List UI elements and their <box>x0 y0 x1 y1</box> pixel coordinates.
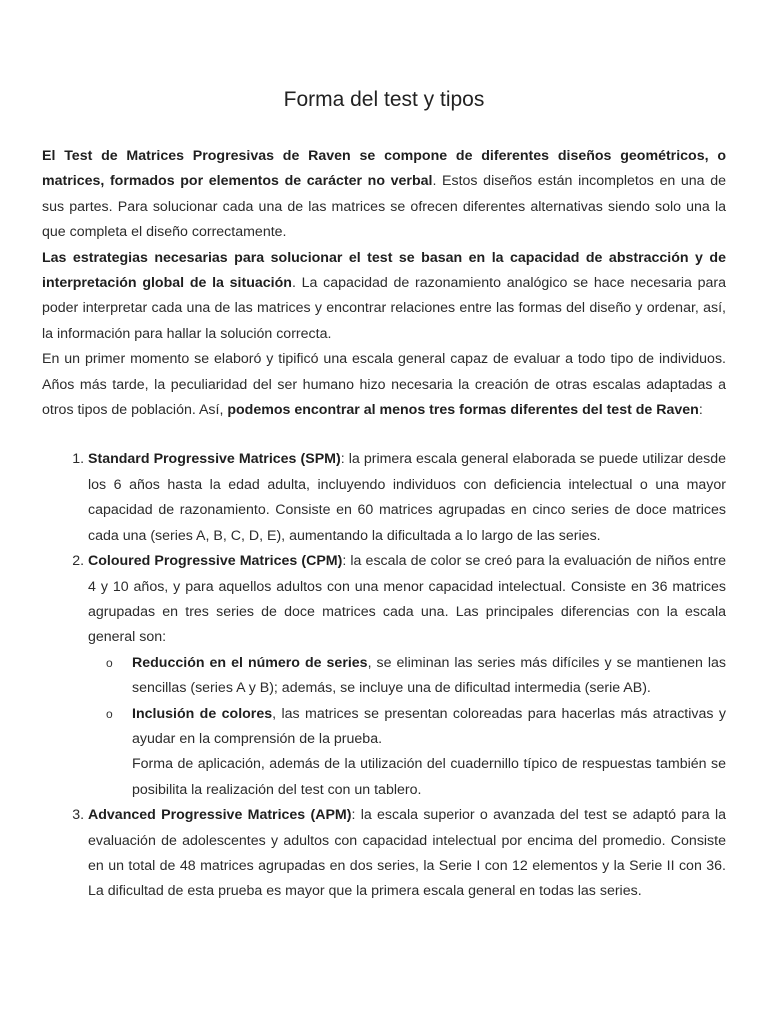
spm-title: Standard Progressive Matrices (SPM) <box>88 451 341 468</box>
sublist-item-colors <box>106 702 726 804</box>
intro-text: . Estos diseños están incompletos en una de sus partes. Para solucionar cada una de las matrices se ofrecen diferentes alternativas siendo solo una la que completa el diseño correctamente. <box>42 173 726 241</box>
circle-bullet-icon: o <box>106 655 113 670</box>
body-text <box>42 144 726 423</box>
list-item-apm <box>88 803 726 905</box>
apm-text: : la escala superior o avanzada del test se adaptó para la evaluación de adolescentes y adultos con capacidad intelectual por encima del promedio. Consiste en un total de 48 matrices agrupadas en dos series, la Serie I con 12 elementos y la Serie II con 36. La dificultad de esta prueba es mayor que la primera escala general en todas las series. <box>88 807 726 900</box>
colors-title: Inclusión de colores <box>132 705 273 722</box>
colors-text: , las matrices se presentan coloreadas para hacerlas más atractivas y ayudar en la comprensión de la prueba. <box>132 705 726 747</box>
paragraph-strategies <box>42 246 726 348</box>
apm-title: Advanced Progressive Matrices (APM) <box>88 807 352 824</box>
sublist-item-series <box>106 651 726 702</box>
paragraph-intro <box>42 144 726 246</box>
list-item-spm <box>88 447 726 549</box>
strategies-text: . La capacidad de razonamiento analógico se hace necesaria para poder interpretar cada una de las matrices y encontrar relaciones entre las formas del diseño y ordenar, así, la información para hallar la solución correcta. <box>42 275 726 342</box>
series-text: , se eliminan las series más difíciles y se mantienen las sencillas (series A y B); además, se incluye una de dificultad intermedia (serie AB). <box>132 654 726 697</box>
spm-text: : la primera escala general elaborada se puede utilizar desde los 6 años hasta la edad adulta, incluyendo individuos con deficiencia intelectual o una mayor capacidad de razonamiento. Consiste en 60 matrices agrupadas en cinco series de doce matrices cada una (series A, B, C, D, E), aumentando la dificultada a lo largo de las series. <box>88 451 727 544</box>
cpm-title: Coloured Progressive Matrices (CPM) <box>88 553 343 570</box>
strategies-bold-text: Las estrategias necesarias para solucionar el test se basan en la capacidad de abstracción y de interpretación global de la situación <box>42 249 726 292</box>
test-forms-list <box>42 447 726 904</box>
application-text: Forma de aplicación, además de la utilización del cuadernillo típico de respuestas también se posibilita la realización del test con un tablero. <box>132 756 726 798</box>
page-title: Forma del test y tipos <box>283 88 485 111</box>
history-text: En un primer momento se elaboró y tipificó una escala general capaz de evaluar a todo tipo de individuos. Años más tarde, la peculiaridad del ser humano hizo necesaria la creación de otras escalas adaptadas a otros tipos de población. Así, <box>42 351 726 419</box>
list-item-cpm <box>88 549 726 803</box>
circle-bullet-icon: o <box>106 706 113 721</box>
series-title: Reducción en el número de series <box>132 654 368 671</box>
cpm-differences-list <box>88 651 726 803</box>
history-end: : <box>698 402 703 419</box>
paragraph-history <box>42 347 726 423</box>
history-bold-text: podemos encontrar al menos tres formas diferentes del test de Raven <box>227 402 699 419</box>
intro-bold-text: El Test de Matrices Progresivas de Raven se compone de diferentes diseños geométricos, o matrices, formados por elementos de carácter no verbal <box>42 148 726 190</box>
cpm-text: : la escala de color se creó para la evaluación de niños entre 4 y 10 años, y para aquellos adultos con una menor capacidad intelectual. Consiste en 36 matrices agrupadas en tres series de doce matrices cada una. Las principales diferencias con la escala general son: <box>88 553 727 646</box>
